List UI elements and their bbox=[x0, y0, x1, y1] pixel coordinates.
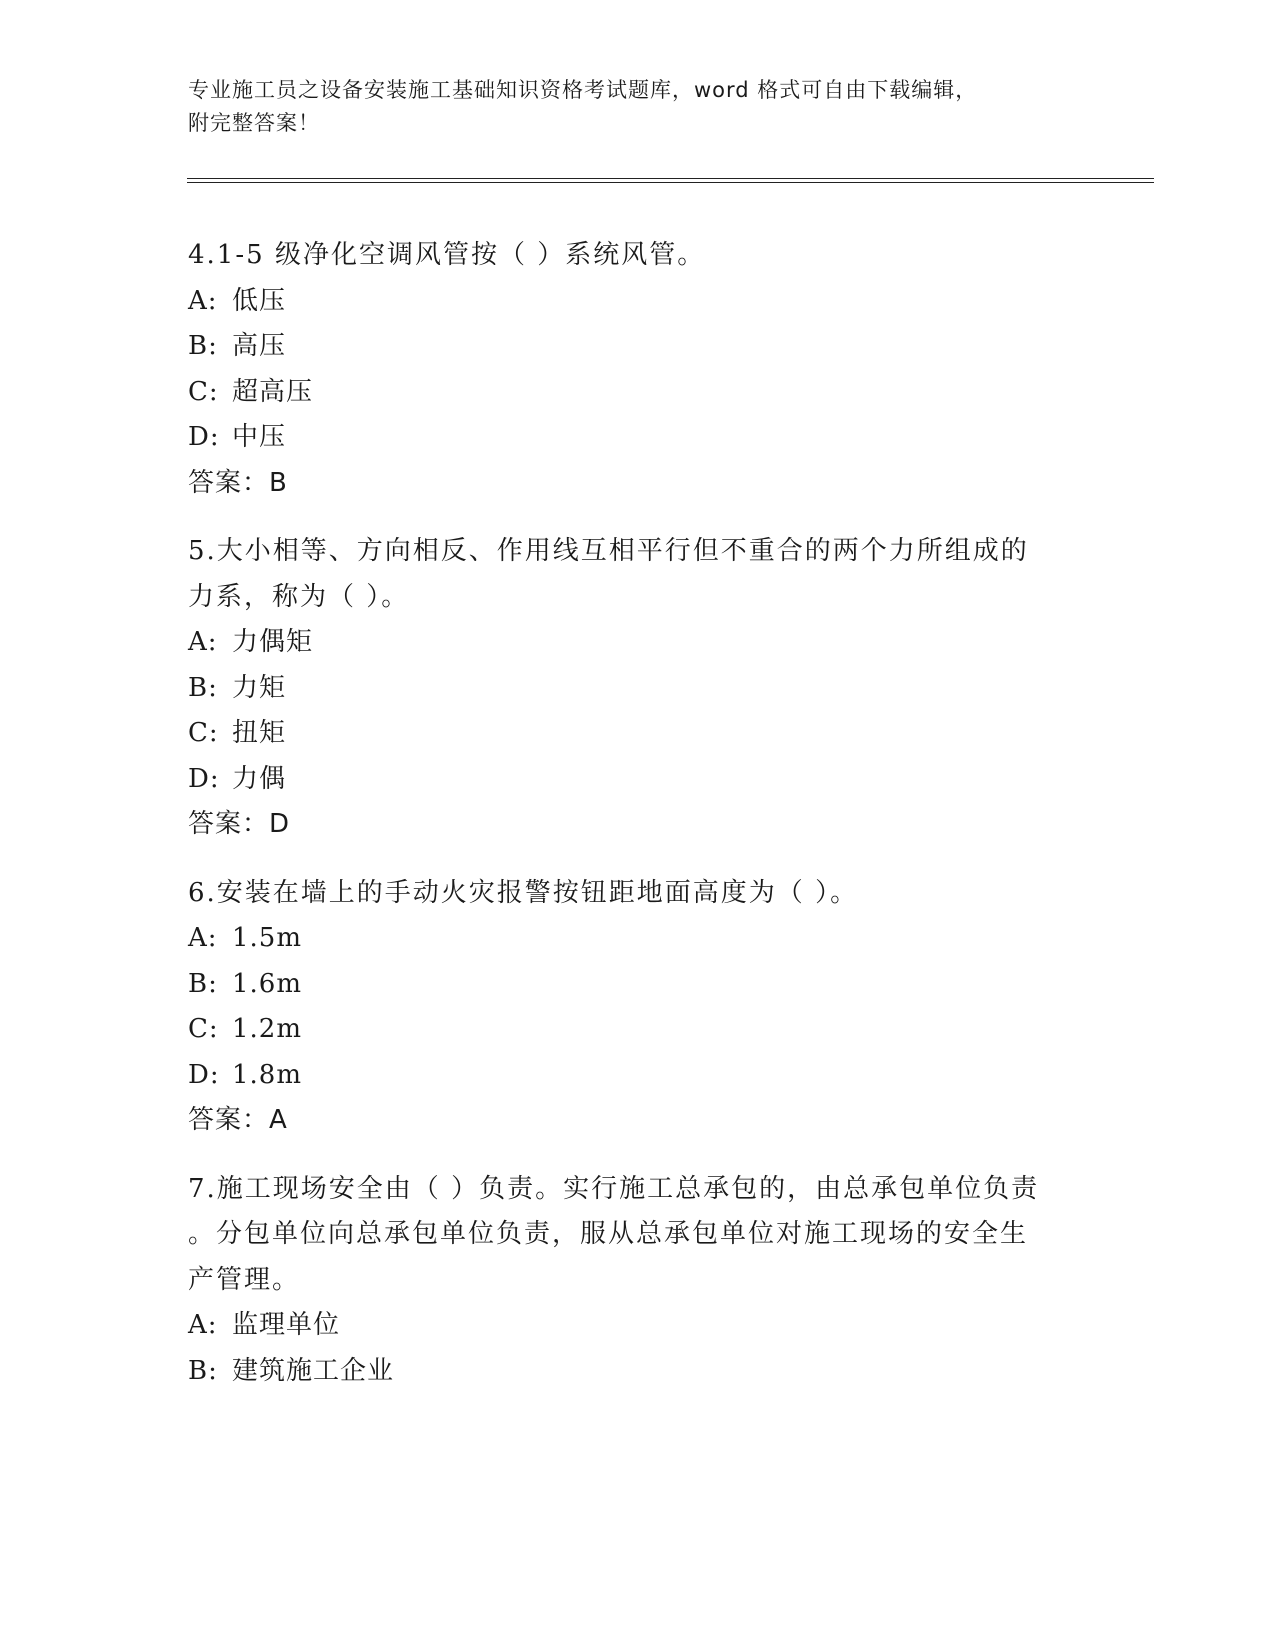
option-letter: A: bbox=[188, 285, 218, 316]
option-text: 力偶 bbox=[232, 763, 287, 794]
option-letter: A: bbox=[188, 1310, 218, 1340]
option-letter: A: bbox=[188, 627, 218, 657]
option-letter: B: bbox=[188, 1355, 218, 1386]
option-a bbox=[188, 620, 1088, 666]
option-b bbox=[188, 324, 1088, 370]
stem-line: 6.安装在墙上的手动火灾报警按钮距地面高度为（ ）。 bbox=[188, 877, 859, 908]
question-list bbox=[188, 233, 1088, 1417]
question-6 bbox=[188, 871, 1088, 1144]
header-divider bbox=[187, 178, 1154, 183]
option-letter: C: bbox=[188, 376, 219, 407]
question-stem bbox=[188, 871, 1088, 917]
option-a bbox=[188, 1303, 1088, 1349]
stem-line: 7.施工现场安全由（ ）负责。实行施工总承包的，由总承包单位负责 bbox=[188, 1173, 1040, 1204]
option-a bbox=[188, 916, 1088, 962]
option-letter: A: bbox=[188, 923, 218, 953]
option-letter: B: bbox=[188, 672, 218, 703]
option-text: 力矩 bbox=[232, 672, 287, 703]
option-text: 1.5m bbox=[232, 923, 303, 953]
option-a bbox=[188, 279, 1088, 325]
option-letter: B: bbox=[188, 968, 218, 999]
option-c bbox=[188, 370, 1088, 416]
option-b bbox=[188, 666, 1088, 712]
option-text: 力偶矩 bbox=[232, 627, 314, 657]
option-letter: D: bbox=[188, 1059, 220, 1090]
header-line-1: 专业施工员之设备安装施工基础知识资格考试题库，word 格式可自由下载编辑， bbox=[188, 78, 978, 102]
option-letter: D: bbox=[188, 422, 220, 452]
option-letter: C: bbox=[188, 718, 219, 748]
option-text: 1.8m bbox=[232, 1059, 303, 1090]
document-header bbox=[188, 74, 1068, 140]
option-text: 建筑施工企业 bbox=[232, 1355, 395, 1386]
option-c bbox=[188, 1007, 1088, 1053]
answer-line: 答案：A bbox=[188, 1105, 288, 1135]
question-stem bbox=[188, 233, 1088, 279]
stem-line: 产管理。 bbox=[188, 1264, 301, 1295]
stem-line: 力系，称为（ ）。 bbox=[188, 581, 410, 612]
option-d bbox=[188, 757, 1088, 803]
question-7 bbox=[188, 1167, 1088, 1395]
question-5 bbox=[188, 529, 1088, 848]
option-b bbox=[188, 1349, 1088, 1395]
option-text: 监理单位 bbox=[232, 1310, 341, 1340]
option-text: 低压 bbox=[232, 285, 287, 316]
answer-line: 答案：D bbox=[188, 809, 291, 839]
stem-line: 4.1-5 级净化空调风管按（ ）系统风管。 bbox=[188, 240, 706, 270]
option-text: 扭矩 bbox=[232, 718, 287, 748]
option-b bbox=[188, 962, 1088, 1008]
option-letter: C: bbox=[188, 1014, 219, 1044]
header-line-2: 附完整答案！ bbox=[188, 111, 320, 135]
option-text: 1.2m bbox=[232, 1014, 303, 1044]
option-text: 中压 bbox=[232, 422, 287, 452]
option-text: 高压 bbox=[232, 331, 287, 361]
option-c bbox=[188, 711, 1088, 757]
option-letter: D: bbox=[188, 763, 220, 794]
option-text: 1.6m bbox=[232, 968, 303, 999]
option-d bbox=[188, 1053, 1088, 1099]
option-d bbox=[188, 415, 1088, 461]
question-stem bbox=[188, 529, 1088, 620]
question-stem bbox=[188, 1167, 1088, 1304]
stem-line: 。分包单位向总承包单位负责，服从总承包单位对施工现场的安全生 bbox=[188, 1219, 1029, 1249]
option-letter: B: bbox=[188, 331, 218, 361]
option-text: 超高压 bbox=[232, 376, 314, 407]
question-4 bbox=[188, 233, 1088, 506]
answer-line: 答案：B bbox=[188, 467, 288, 498]
stem-line: 5.大小相等、方向相反、作用线互相平行但不重合的两个力所组成的 bbox=[188, 536, 1029, 566]
